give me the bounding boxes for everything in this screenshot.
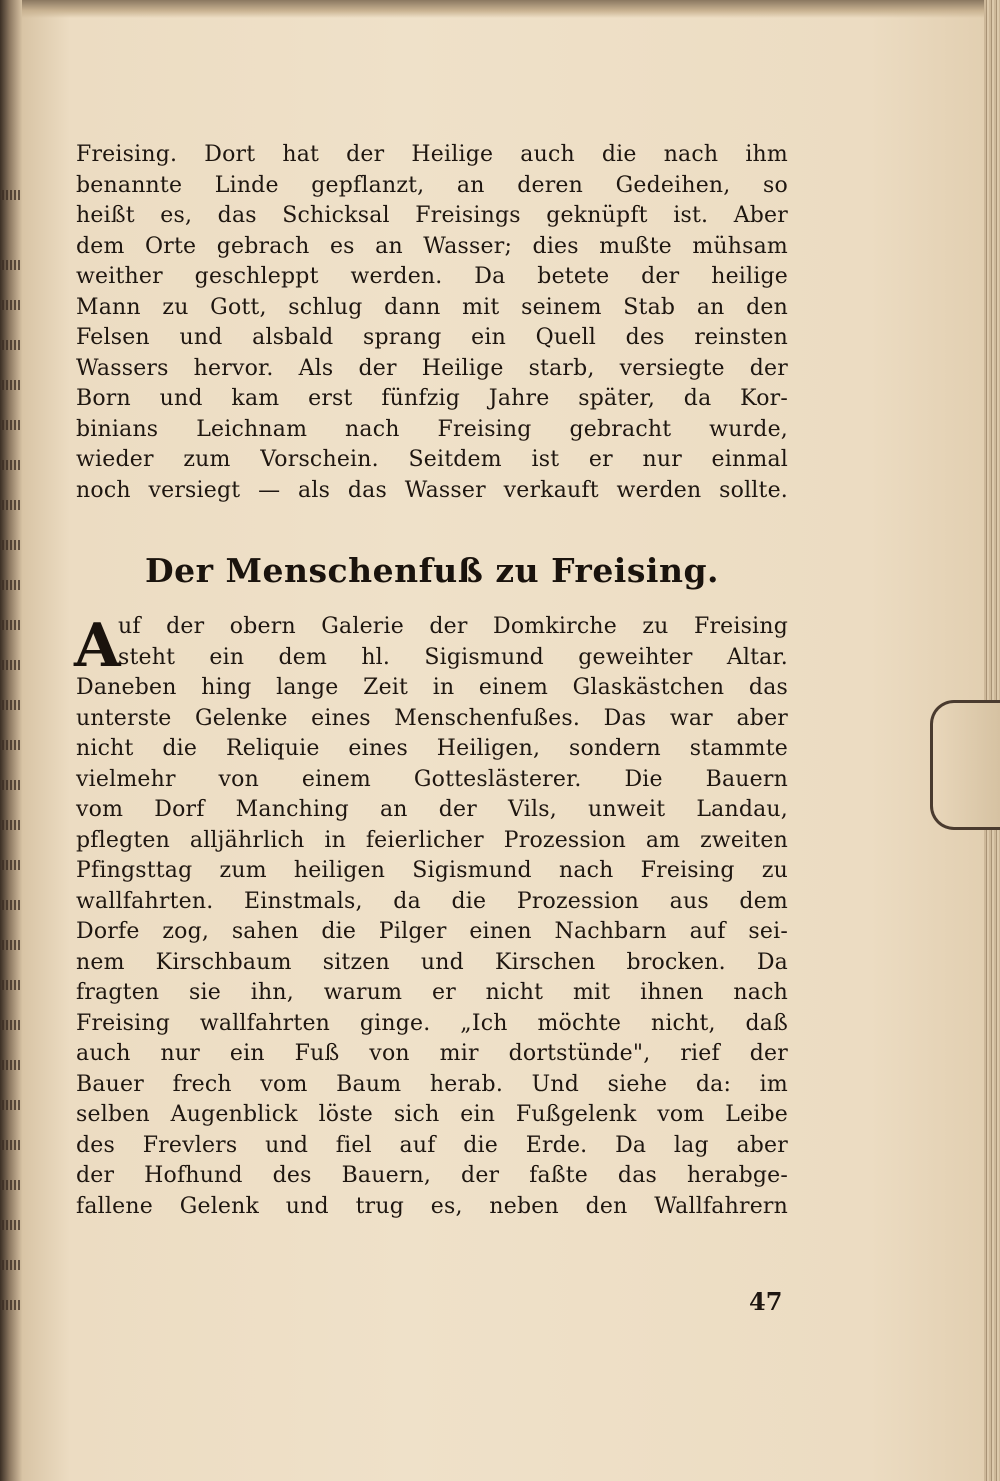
text-line: wieder zum Vorschein. Seitdem ist er nur einmal bbox=[76, 447, 788, 472]
text-line: Wassers hervor. Als der Heilige starb, versiegte der bbox=[76, 355, 788, 381]
left-glyph bbox=[2, 1180, 20, 1190]
text-line: fragten sie ihn, warum er nicht mit ihnen nach bbox=[76, 980, 788, 1005]
left-glyph bbox=[2, 420, 20, 430]
paragraph-2 bbox=[76, 612, 788, 1222]
left-glyph bbox=[2, 460, 20, 470]
left-glyph bbox=[2, 1060, 20, 1070]
thumb-index-tab bbox=[930, 700, 1000, 830]
left-glyph bbox=[2, 820, 20, 830]
text-line: Daneben hing lange Zeit in einem Glaskästchen das bbox=[76, 675, 788, 700]
text-line: des Frevlers und fiel auf die Erde. Da lag aber bbox=[76, 1132, 788, 1158]
paragraph-1 bbox=[76, 140, 788, 506]
left-glyph bbox=[2, 580, 20, 590]
text-line: Born und kam erst fünfzig Jahre später, da Kor- bbox=[76, 386, 788, 411]
left-glyph bbox=[2, 740, 20, 750]
text-line: benannte Linde gepflanzt, an deren Gedeihen, so bbox=[76, 172, 788, 198]
text-line: weither geschleppt werden. Da betete der heilige bbox=[76, 264, 788, 289]
text-line: nicht die Reliquie eines Heiligen, sondern stammte bbox=[76, 736, 788, 761]
left-glyph bbox=[2, 620, 20, 630]
text-line: auch nur ein Fuß von mir dortstünde", rief der bbox=[76, 1041, 788, 1066]
text-line: uf der obern Galerie der Domkirche zu Freising bbox=[118, 614, 788, 639]
text-line: wallfahrten. Einstmals, da die Prozession aus dem bbox=[76, 888, 788, 914]
text-line: dem Orte gebrach es an Wasser; dies mußte mühsam bbox=[76, 233, 788, 259]
page-top-shadow bbox=[22, 0, 1000, 18]
text-line: Freising. Dort hat der Heilige auch die nach ihm bbox=[76, 142, 788, 167]
text-line: noch versiegt — als das Wasser verkauft werden sollte. bbox=[76, 477, 788, 503]
left-glyph bbox=[2, 300, 20, 310]
left-glyph bbox=[2, 500, 20, 510]
left-glyph bbox=[2, 1140, 20, 1150]
text-line: steht ein dem hl. Sigismund geweihter Altar. bbox=[118, 644, 788, 670]
left-glyph bbox=[2, 980, 20, 990]
left-glyph bbox=[2, 380, 20, 390]
text-line: fallene Gelenk und trug es, neben den Wallfahrern bbox=[76, 1193, 788, 1219]
text-line: Freising wallfahrten ginge. „Ich möchte nicht, daß bbox=[76, 1010, 788, 1036]
text-line: vielmehr von einem Gotteslästerer. Die Bauern bbox=[76, 766, 788, 792]
text-line: Bauer frech vom Baum herab. Und siehe da: im bbox=[76, 1071, 788, 1097]
left-glyph bbox=[2, 900, 20, 910]
text-line: pflegten alljährlich in feierlicher Prozession am zweiten bbox=[76, 827, 788, 853]
left-glyph bbox=[2, 1020, 20, 1030]
text-line: nem Kirschbaum sitzen und Kirschen brocken. Da bbox=[76, 949, 788, 975]
text-line: Pfingsttag zum heiligen Sigismund nach Freising zu bbox=[76, 858, 788, 883]
left-glyph bbox=[2, 1100, 20, 1110]
text-line: Dorfe zog, sahen die Pilger einen Nachbarn auf sei- bbox=[76, 919, 788, 944]
left-glyph bbox=[2, 340, 20, 350]
section-heading: Der Menschenfuß zu Freising. bbox=[144, 551, 720, 590]
drop-cap: A bbox=[74, 611, 121, 681]
left-glyph bbox=[2, 780, 20, 790]
left-glyph bbox=[2, 860, 20, 870]
left-glyph bbox=[2, 660, 20, 670]
left-glyph bbox=[2, 1220, 20, 1230]
left-page-margin bbox=[0, 0, 22, 1481]
text-line: heißt es, das Schicksal Freisings geknüpft ist. Aber bbox=[76, 203, 788, 228]
left-glyph bbox=[2, 190, 20, 200]
left-glyph bbox=[2, 1260, 20, 1270]
text-line: unterste Gelenke eines Menschenfußes. Das war aber bbox=[76, 705, 788, 731]
left-glyph bbox=[2, 700, 20, 710]
page-number: 47 bbox=[749, 1287, 783, 1316]
left-page-text-fragments bbox=[2, 180, 20, 1330]
text-line: Felsen und alsbald sprang ein Quell des reinsten bbox=[76, 325, 788, 350]
left-glyph bbox=[2, 1300, 20, 1310]
text-line: der Hofhund des Bauern, der faßte das herabge- bbox=[76, 1163, 788, 1188]
left-glyph bbox=[2, 940, 20, 950]
text-line: Mann zu Gott, schlug dann mit seinem Stab an den bbox=[76, 294, 788, 320]
left-glyph bbox=[2, 260, 20, 270]
text-line: selben Augenblick löste sich ein Fußgelenk vom Leibe bbox=[76, 1102, 788, 1127]
text-line: binians Leichnam nach Freising gebracht wurde, bbox=[76, 416, 788, 442]
text-line: vom Dorf Manching an der Vils, unweit Landau, bbox=[76, 797, 788, 822]
left-glyph bbox=[2, 540, 20, 550]
